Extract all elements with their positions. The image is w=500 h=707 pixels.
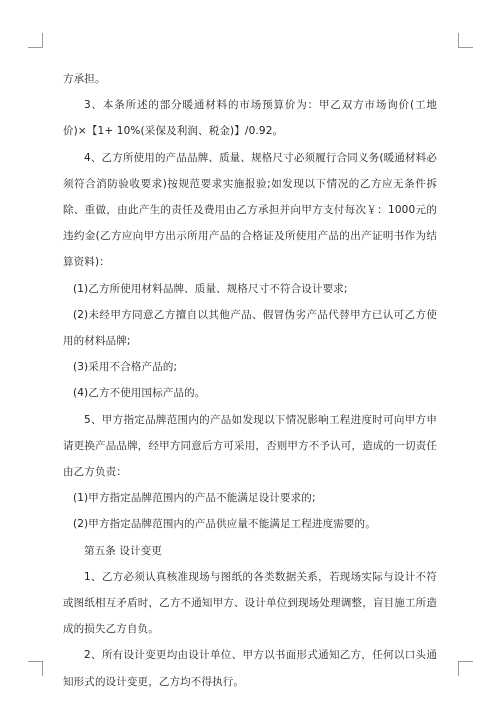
clause-5-item-1: (1)甲方指定品牌范围内的产品不能满足设计要求的; [72,492,316,505]
clause-4-item-4: (4)乙方不使用国标产品的。 [72,387,206,400]
article-5-clause-1: 1、乙方必须认真核准现场与图纸的各类数据关系，若现场实际与设计不符或图纸相互矛盾时，乙方不通知甲方、设计单位到现场处理调整，盲目施工所造成的损失乙方自负。 [63,570,437,636]
clause-4-item-2: (2)未经甲方同意乙方擅自以其他产品、假冒伪劣产品代替甲方已认可乙方使用的材料品牌; [63,308,437,348]
article-5-heading: 第五条 设计变更 [84,544,163,557]
crop-mark-top-right [458,33,473,48]
clause-4-item-1: (1)乙方所使用材料品牌、质量、规格尺寸不符合设计要求; [72,282,348,295]
clause-5-item-2: (2)甲方指定品牌范围内的产品供应量不能满足工程进度需要的。 [72,518,376,531]
article-5-clause-2: 2、所有设计变更均由设计单位、甲方以书面形式通知乙方，任何以口头通知形式的设计变更，乙方均不得执行。 [63,649,437,688]
paragraph-continuation: 方承担。 [63,73,106,85]
crop-mark-top-left [28,33,43,48]
clause-4-product-quality: 4、乙方所使用的产品品牌、质量、规格尺寸必须履行合同义务(暖通材料必须符合消防验收要求)按规范要求实施报验;如发现以下情况的乙方应无条件拆除、重做，由此产生的责任及费用由乙方承担并向甲方支付每次￥：1000元的违约金(乙方应向甲方出示所用产品的合格证及所使用产品的出产证明书作为结算资料)： [63,151,437,269]
clause-4-item-3: (3)采用不合格产品的; [72,361,178,374]
clause-5-brand-change: 5、甲方指定品牌范围内的产品如发现以下情况影响工程进度时可向甲方申请更换产品品牌，经甲方同意后方可采用，否则甲方不予认可，造成的一切责任由乙方负责： [63,413,437,479]
clause-3-market-price: 3、本条所述的部分暖通材料的市场预算价为：甲乙双方市场询价(工地价)×【1+ 10%(采保及利润、税金)】/0.92。 [63,99,437,138]
document-body [63,66,437,695]
crop-mark-bottom-left [28,661,43,676]
crop-mark-bottom-right [458,661,473,676]
